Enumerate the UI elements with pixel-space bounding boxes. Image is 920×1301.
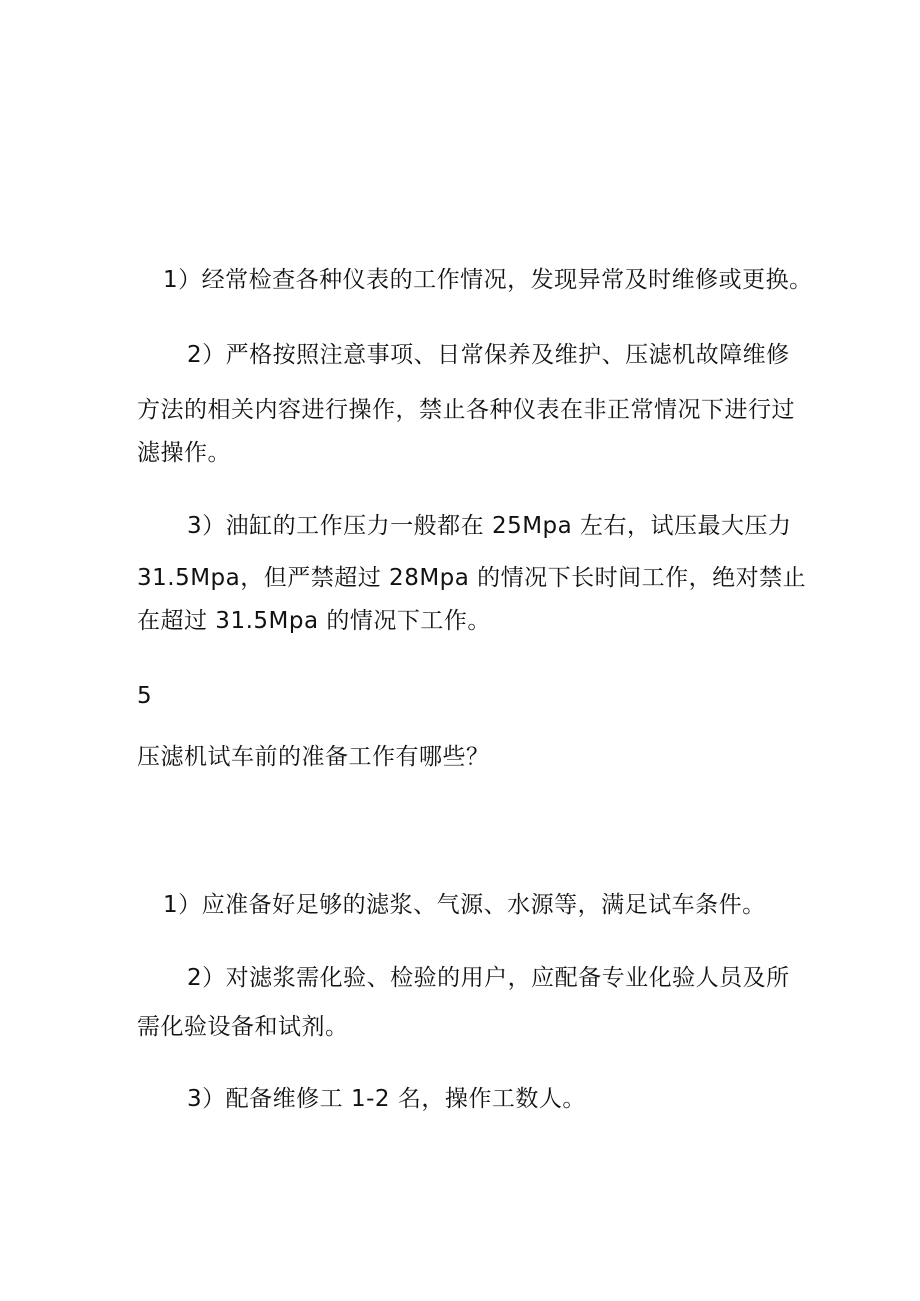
s2-heading: 压滤机试车前的准备工作有哪些？	[137, 744, 490, 770]
s1-item2-line1: 2）严格按照注意事项、日常保养及维护、压滤机故障维修	[187, 342, 790, 368]
s2-item2-line1: 2）对滤浆需化验、检验的用户，应配备专业化验人员及所	[187, 965, 790, 991]
s1-item3-line3: 在超过 31.5Mpa 的情况下工作。	[137, 608, 491, 634]
s2-item1: 1）应准备好足够的滤浆、气源、水源等，满足试车条件。	[163, 892, 766, 918]
s2-number: 5	[137, 683, 153, 709]
s2-item2-line2: 需化验设备和试剂。	[137, 1014, 349, 1040]
s1-item1: 1）经常检查各种仪表的工作情况，发现异常及时维修或更换。	[163, 267, 813, 293]
s1-item3-line2: 31.5Mpa，但严禁超过 28Mpa 的情况下长时间工作，绝对禁止	[137, 565, 807, 591]
s1-item2-line3: 滤操作。	[137, 440, 231, 466]
s1-item3-line1: 3）油缸的工作压力一般都在 25Mpa 左右，试压最大压力	[187, 513, 792, 539]
s2-item3: 3）配备维修工 1-2 名，操作工数人。	[187, 1086, 586, 1112]
s1-item2-line2: 方法的相关内容进行操作，禁止各种仪表在非正常情况下进行过	[137, 397, 795, 423]
